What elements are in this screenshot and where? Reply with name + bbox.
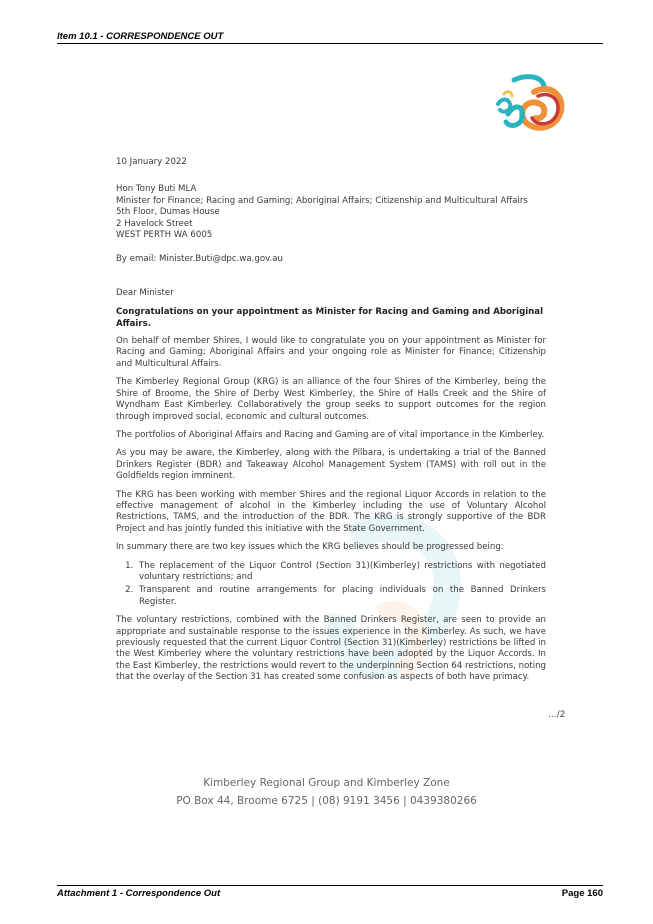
letter-body xyxy=(116,157,546,691)
email-line: By email: Minister.Buti@dpc.wa.gov.au xyxy=(116,254,283,265)
recipient-line: 2 Havelock Street xyxy=(116,218,193,229)
paragraph: As you may be aware, the Kimberley, along with the Pilbara, is undertaking a trial of the Banned Drinkers Register (BDR) and Takeaway Alcohol Management System (TAMS) with roll out in the Goldfields region imminent. xyxy=(116,448,546,482)
list-item: 1. The replacement of the Liquor Control (Section 31)(Kimberley) restrictions with negotiated voluntary restrictions; and xyxy=(136,561,546,584)
letter-date: 10 January 2022 xyxy=(116,157,187,167)
attachment-label: Attachment 1 - Correspondence Out xyxy=(57,888,221,899)
recipient-line: Hon Tony Buti MLA xyxy=(116,184,197,195)
recipient-address xyxy=(116,184,546,241)
item-header: Item 10.1 - CORRESPONDENCE OUT xyxy=(57,31,603,44)
salutation: Dear Minister xyxy=(116,287,174,298)
kimberley-logo-icon xyxy=(494,74,566,134)
paragraph: The Kimberley Regional Group (KRG) is an alliance of the four Shires of the Kimberley, being the Shire of Broome, the Shire of Derby West Kimberley, the Shire of Halls Creek and the Shire of Wyndham East Kimberley. Collaboratively the group seeks to support outcomes for the region through improved social, economic and cultural outcomes. xyxy=(116,377,546,422)
recipient-line: Minister for Finance; Racing and Gaming; Aboriginal Affairs; Citizenship and Multicultural Affairs xyxy=(116,195,528,206)
paragraph: The voluntary restrictions, combined with the Banned Drinkers Register, are seen to provide an appropriate and sustainable response to the issues experience in the Kimberley. As such, we have previously requested that the current Liquor Control (Section 31)(Kimberley) restrictions be lifted in the West Kimberley where the voluntary restrictions have been adopted by the Liquor Accords. In the East Kimberley, the restrictions would revert to the underpinning Section 64 restrictions, noting that the overlay of the Section 31 has created some confusion as aspects of both have primacy. xyxy=(116,615,546,683)
continued-marker: .../2 xyxy=(548,710,566,720)
paragraph: The KRG has been working with member Shires and the regional Liquor Accords in relation to the effective management of alcohol in the Kimberley including the use of Voluntary Alcohol Restrictions, TAMS, and the introduction of the BDR. The KRG is strongly supportive of the BDR Project and has jointly funded this initiative with the State Government. xyxy=(116,489,546,534)
paragraph: The portfolios of Aboriginal Affairs and Racing and Gaming are of vital importance in the Kimberley. xyxy=(116,429,545,440)
page-number: Page 160 xyxy=(561,888,603,899)
page-footer xyxy=(57,885,603,899)
letterhead-contact: PO Box 44, Broome 6725 | (08) 9191 3456 | 0439380266 xyxy=(176,795,477,807)
recipient-line: WEST PERTH WA 6005 xyxy=(116,230,213,241)
recipient-line: 5th Floor, Dumas House xyxy=(116,207,220,218)
issues-list xyxy=(116,561,546,609)
letterhead-org: Kimberley Regional Group and Kimberley Zone xyxy=(203,777,450,789)
subject-line: Congratulations on your appointment as Minister for Racing and Gaming and Aboriginal Affairs. xyxy=(116,307,544,329)
list-item: 2. Transparent and routine arrangements for placing individuals on the Banned Drinkers Register. xyxy=(136,585,546,608)
paragraph: On behalf of member Shires, I would like to congratulate you on your appointment as Minister for Racing and Gaming; Aboriginal Affairs and your ongoing role as Minister for Finance; Citizenship and Multicultural Affairs. xyxy=(116,336,546,369)
paragraph: In summary there are two key issues which the KRG believes should be progressed being: xyxy=(116,542,504,553)
